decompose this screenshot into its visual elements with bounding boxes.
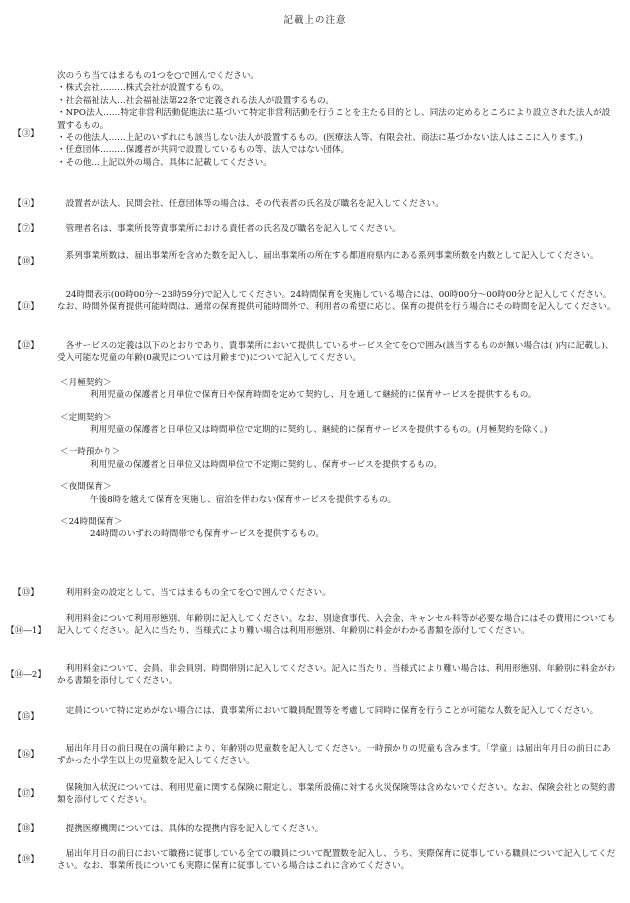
service-heading: ＜定期契約＞: [60, 412, 112, 423]
service-regular: [57, 412, 617, 437]
note-label-16: 【⑯】: [13, 750, 39, 760]
note-label-15: 【⑮】: [13, 712, 39, 722]
service-heading: ＜夜間保育＞: [60, 482, 112, 493]
service-description: 午後8時を越えて保育を実施し、宿泊を伴わない保育サービスを提供するもの。: [90, 494, 396, 505]
note-label-12: 【⑫】: [13, 341, 39, 351]
service-night: [57, 481, 617, 506]
note-text-4: 設置者が法人、民間会社、任意団体等の場合は、その代表者の氏名及び職名を記入してください。: [65, 199, 444, 209]
note-text-11: 24時間表示(00時00分～23時59分)で記入してください。24時間保育を実施している場合には、00時00分～00時00分と記入してください。なお、時間外保育提供可能時間は、通常の保育提供可能時間外で、利用者の希望に応じ、保育の提供を行う場合にその時間を記入してください。: [57, 290, 616, 313]
service-description: 利用児童の保護者と日単位又は時間単位で定期的に契約し、継続的に保育サービスを提供するもの。(月極契約を除く。): [90, 425, 548, 436]
service-description: 24時間のいずれの時間帯でも保育サービスを提供するもの。: [90, 529, 325, 540]
note-3-line: ・NPO法人……特定非営利活動促進法に基づいて特定非営利活動を行うことを主たる目的とし、同法の定めるところにより設立された法人が設置するもの。: [57, 108, 611, 131]
note-text-12: 各サービスの定義は以下のとおりであり、貴事業所において提供しているサービス全てを○で囲み(該当するものが無い場合は( )内に記載し)、受入可能な児童の年齢(0歳児については月齢まで)について記入してください。: [57, 341, 614, 364]
note-label-19: 【⑲】: [13, 855, 39, 865]
note-label-17: 【⑰】: [13, 789, 39, 799]
note-text-19: 届出年月日の前日において職務に従事している全ての職員について配置数を記入し、うち、実際保育に従事している職員について記入してください。なお、事業所長についても実際に保育に従事している場合はこれに含めてください。: [57, 849, 616, 872]
note-label-14-1: 【⑭―1】: [6, 626, 46, 636]
note-label-10: 【⑩】: [13, 257, 39, 267]
note-text-14-1: 利用料金について利用形態別、年齢別に記入してください。なお、別途食事代、入会金、キャンセル料等が必要な場合にはその費用についても記入してください。記入に当たり、当様式により難い場合は利用形態別、年齢別に料金がわかる書類を添付してください。: [57, 614, 616, 637]
service-description: 利用児童の保護者と月単位で保育日や保育時間を定めて契約し、月を通して継続的に保育サービスを提供するもの。: [90, 390, 537, 401]
note-text-16: 届出年月日の前日現在の満年齢により、年齢別の児童数を記入してください。一時預かりの児童も含みます。「学童」は届出年月日の前日にあずかった小学生以上の児童数を記入してください。: [57, 744, 611, 767]
service-temporary: [57, 446, 617, 471]
note-body-3: [57, 70, 617, 169]
service-24h: [57, 516, 617, 541]
note-label-3: 【③】: [13, 129, 39, 139]
note-text-7: 管理者名は、事業所長等責事業所における責任者の氏名及び職名を記入してください。: [65, 224, 401, 234]
service-heading: ＜一時預かり＞: [60, 447, 121, 458]
note-label-11: 【⑪】: [13, 302, 39, 312]
service-heading: ＜24時間保育＞: [60, 517, 123, 528]
note-text-18: 提携医療機関については、具体的な提携内容を記入してください。: [65, 824, 324, 834]
note-label-14-2: 【⑭―2】: [6, 670, 46, 680]
service-heading: ＜月極契約＞: [60, 377, 112, 388]
note-text-15: 定員について特に定めがない場合には、貴事業所において職員配置等を考慮して同時に保育を行うことが可能な人数を記入してください。: [65, 706, 599, 716]
service-description: 利用児童の保護者と日単位又は時間単位で不定期に契約し、保育サービスを提供するもの。: [90, 459, 443, 470]
note-label-13: 【⑬】: [13, 588, 39, 598]
note-text-14-2: 利用料金について、会員、非会員別、時間帯別に記入してください。記入に当たり、当様式により難い場合は、利用形態別、年齢別に料金がわかる書類を添付してください。: [57, 664, 616, 687]
note-3-line: ・株式会社………株式会社が設置するもの。: [57, 83, 229, 94]
note-label-4: 【④】: [13, 199, 39, 209]
note-3-line: ・その他…上記以外の場合、具体に記載してください。: [57, 157, 272, 168]
note-3-line: ・社会福祉法人…社会福祉法第22条で定義される法人が設置するもの。: [57, 95, 334, 106]
note-text-17: 保険加入状況については、利用児童に関する保険に限定し、事業所設備に対する火災保険等は含めないでください。なお、保険会社との契約書類を添付してください。: [57, 783, 616, 806]
service-monthly: [57, 377, 617, 402]
note-text-10: 系列事業所数は、届出事業所を含めた数を記入し、届出事業所の所在する都道府県内にある系列事業所数を内数として記入してください。: [65, 251, 599, 261]
note-label-18: 【⑱】: [13, 824, 39, 834]
note-3-line: 次のうち当てはまるもの1つを○で囲んでください。: [57, 71, 260, 81]
note-3-line: ・その他法人……上記のいずれにも該当しない法人が設置するもの。(医療法人等、有限会社、商法に基づかない法人はここに入ります。): [57, 133, 583, 144]
note-text-13: 利用料金の設定として、当てはまるもの全てを○で囲んでください。: [65, 588, 331, 598]
note-3-line: ・任意団体………保護者が共同で設置しているもの等、法人ではない団体。: [57, 145, 350, 156]
page-title: 記載上の注意: [283, 15, 347, 26]
note-label-7: 【⑦】: [13, 224, 39, 234]
